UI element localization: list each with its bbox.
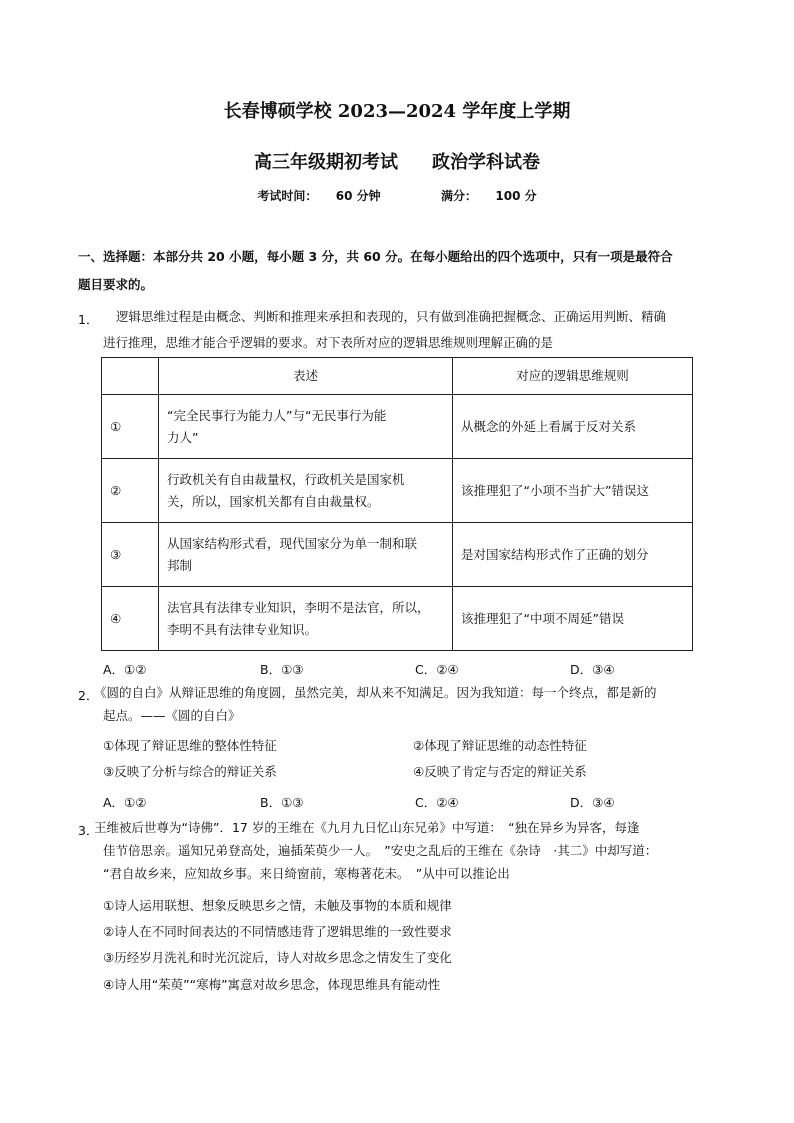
question-3-stem-line1: 王维被后世尊为“诗佛”．17 岁的王维在《九月九日忆山东兄弟》中写道： “独在异乡为异客，每逢 <box>94 820 640 835</box>
table-header-row <box>102 358 693 395</box>
question-3-stem-line3: “君自故乡来，应知故乡事。来日绮窗前，寒梅著花未。 ”从中可以推论出 <box>103 866 510 881</box>
row-statement: 从国家结构形式看，现代国家分为单一制和联 邦制 <box>159 523 453 587</box>
section-intro-line1: 一、选择题：本部分共 20 小题，每小题 3 分，共 60 分。在每小题给出的四个选项中，只有一项是最符合 <box>78 249 673 264</box>
table-header-statement: 表述 <box>159 358 453 395</box>
question-2-stem-line1: 《圆的自白》从辩证思维的角度圆，虽然完美，却从来不知满足。因为我知道：每一个终点，都是新的 <box>94 685 657 700</box>
question-3-stem-line2: 佳节倍思亲。遥知兄弟登高处，遍插茱萸少一人。 ”安史之乱后的王维在《杂诗 ·其二》中却写道： <box>103 843 658 858</box>
row-rule: 该推理犯了“中项不周延”错误 <box>453 587 693 651</box>
question-1-stem-line2: 进行推理，思维才能合乎逻辑的要求。对下表所对应的逻辑思维规则理解正确的是 <box>103 335 554 350</box>
row-statement: “完全民事行为能力人”与“无民事行为能 力人” <box>159 395 453 459</box>
option-d[interactable]: D．③④ <box>570 795 615 810</box>
table-row <box>102 523 693 587</box>
row-number: ① <box>102 395 159 459</box>
table-row <box>102 459 693 523</box>
question-2-stem-line2: 起点。——《圆的自白》 <box>103 708 241 723</box>
option-a[interactable]: A．①② <box>103 795 147 810</box>
row-statement: 行政机关有自由裁量权，行政机关是国家机 关，所以，国家机关都有自由裁量权。 <box>159 459 453 523</box>
option-d[interactable]: D．③④ <box>570 662 615 677</box>
option-b[interactable]: B．①③ <box>260 662 304 677</box>
exam-subtitle <box>0 148 794 174</box>
question-2-item-4: ④反映了肯定与否定的辩证关系 <box>413 764 587 779</box>
logic-rules-table <box>101 357 693 651</box>
question-3-item-1: ①诗人运用联想、想象反映思乡之情，未触及事物的本质和规律 <box>103 898 452 913</box>
subject-label: 政治学科试卷 <box>432 152 540 173</box>
question-2-item-1: ①体现了辩证思维的整体性特征 <box>103 738 277 753</box>
row-rule: 是对国家结构形式作了正确的划分 <box>453 523 693 587</box>
question-1-stem-line1: 逻辑思维过程是由概念、判断和推理来承担和表现的，只有做到准确把握概念、正确运用判断、精确 <box>116 309 667 324</box>
table-header-num <box>102 358 159 395</box>
table-header-rule: 对应的逻辑思维规则 <box>453 358 693 395</box>
score-label: 满分： <box>441 189 478 203</box>
time-label: 考试时间： <box>257 189 318 203</box>
question-2-number: 2． <box>78 688 99 703</box>
option-b[interactable]: B．①③ <box>260 795 304 810</box>
score-value: 100 分 <box>495 189 537 203</box>
section-intro <box>78 243 723 299</box>
table-row <box>102 395 693 459</box>
question-1-number: 1． <box>78 312 99 327</box>
table-row <box>102 587 693 651</box>
exam-meta <box>0 187 794 204</box>
section-intro-line2: 题目要求的。 <box>78 277 154 292</box>
question-2-item-2: ②体现了辩证思维的动态性特征 <box>413 738 587 753</box>
grade-exam-label: 高三年级期初考试 <box>254 152 398 173</box>
row-rule: 从概念的外延上看属于反对关系 <box>453 395 693 459</box>
option-a[interactable]: A．①② <box>103 662 147 677</box>
question-3-item-4: ④诗人用“茱萸”“寒梅”寓意对故乡思念，体现思维具有能动性 <box>103 977 441 992</box>
option-c[interactable]: C．②④ <box>415 662 459 677</box>
row-statement: 法官具有法律专业知识，李明不是法官，所以， 李明不具有法律专业知识。 <box>159 587 453 651</box>
exam-title: 长春博硕学校 2023—2024 学年度上学期 <box>223 101 571 122</box>
question-2-item-3: ③反映了分析与综合的辩证关系 <box>103 764 277 779</box>
row-number: ③ <box>102 523 159 587</box>
question-3-number: 3． <box>78 823 99 838</box>
row-number: ② <box>102 459 159 523</box>
option-c[interactable]: C．②④ <box>415 795 459 810</box>
row-number: ④ <box>102 587 159 651</box>
question-3-item-3: ③历经岁月洗礼和时光沉淀后，诗人对故乡思念之情发生了变化 <box>103 950 452 965</box>
row-rule: 该推理犯了“小项不当扩大”错误这 <box>453 459 693 523</box>
question-3-item-2: ②诗人在不同时间表达的不同情感违背了逻辑思维的一致性要求 <box>103 924 452 939</box>
time-value: 60 分钟 <box>335 189 381 203</box>
